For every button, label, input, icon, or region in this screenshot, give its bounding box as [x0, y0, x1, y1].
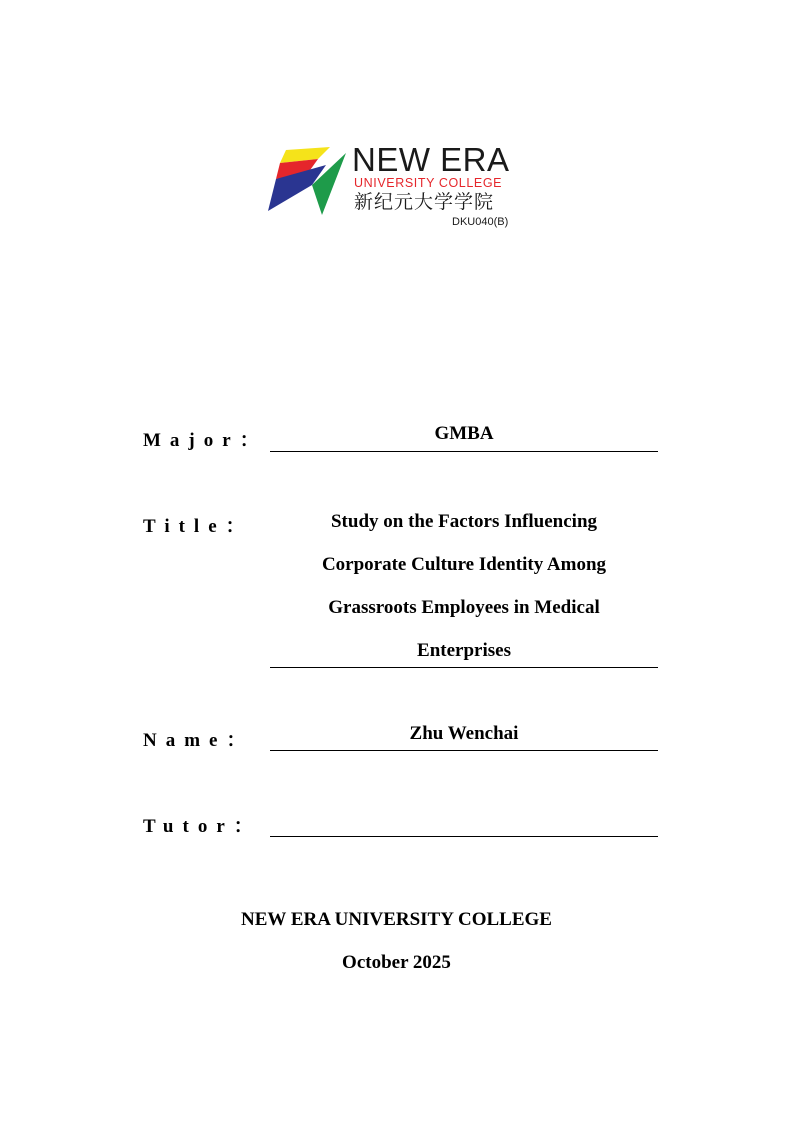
title-label: Title： [143, 516, 254, 537]
major-field [270, 423, 658, 452]
title-line: Corporate Culture Identity Among [321, 554, 607, 575]
university-logo [268, 141, 528, 235]
logo-code: DKU040(B) [452, 216, 509, 228]
major-value: GMBA [434, 423, 494, 444]
title-field [270, 509, 658, 668]
name-field [270, 723, 658, 751]
title-line: Study on the Factors Influencing [330, 511, 598, 532]
institution-name: NEW ERA UNIVERSITY COLLEGE [241, 909, 552, 930]
tutor-label: Tutor： [143, 816, 262, 837]
name-label: Name： [143, 730, 255, 751]
logo-chinese-name: 新纪元大学学院 [354, 191, 495, 213]
major-label: Major： [143, 430, 268, 451]
logo-emblem-icon [268, 145, 352, 215]
logo-name: NEW ERA [352, 141, 510, 178]
title-line: Grassroots Employees in Medical [328, 597, 600, 618]
title-line: Enterprises [270, 638, 658, 668]
tutor-field [270, 809, 658, 837]
name-value: Zhu Wenchai [409, 723, 519, 744]
submission-date: October 2025 [342, 952, 451, 973]
logo-subtitle: UNIVERSITY COLLEGE [354, 176, 503, 190]
